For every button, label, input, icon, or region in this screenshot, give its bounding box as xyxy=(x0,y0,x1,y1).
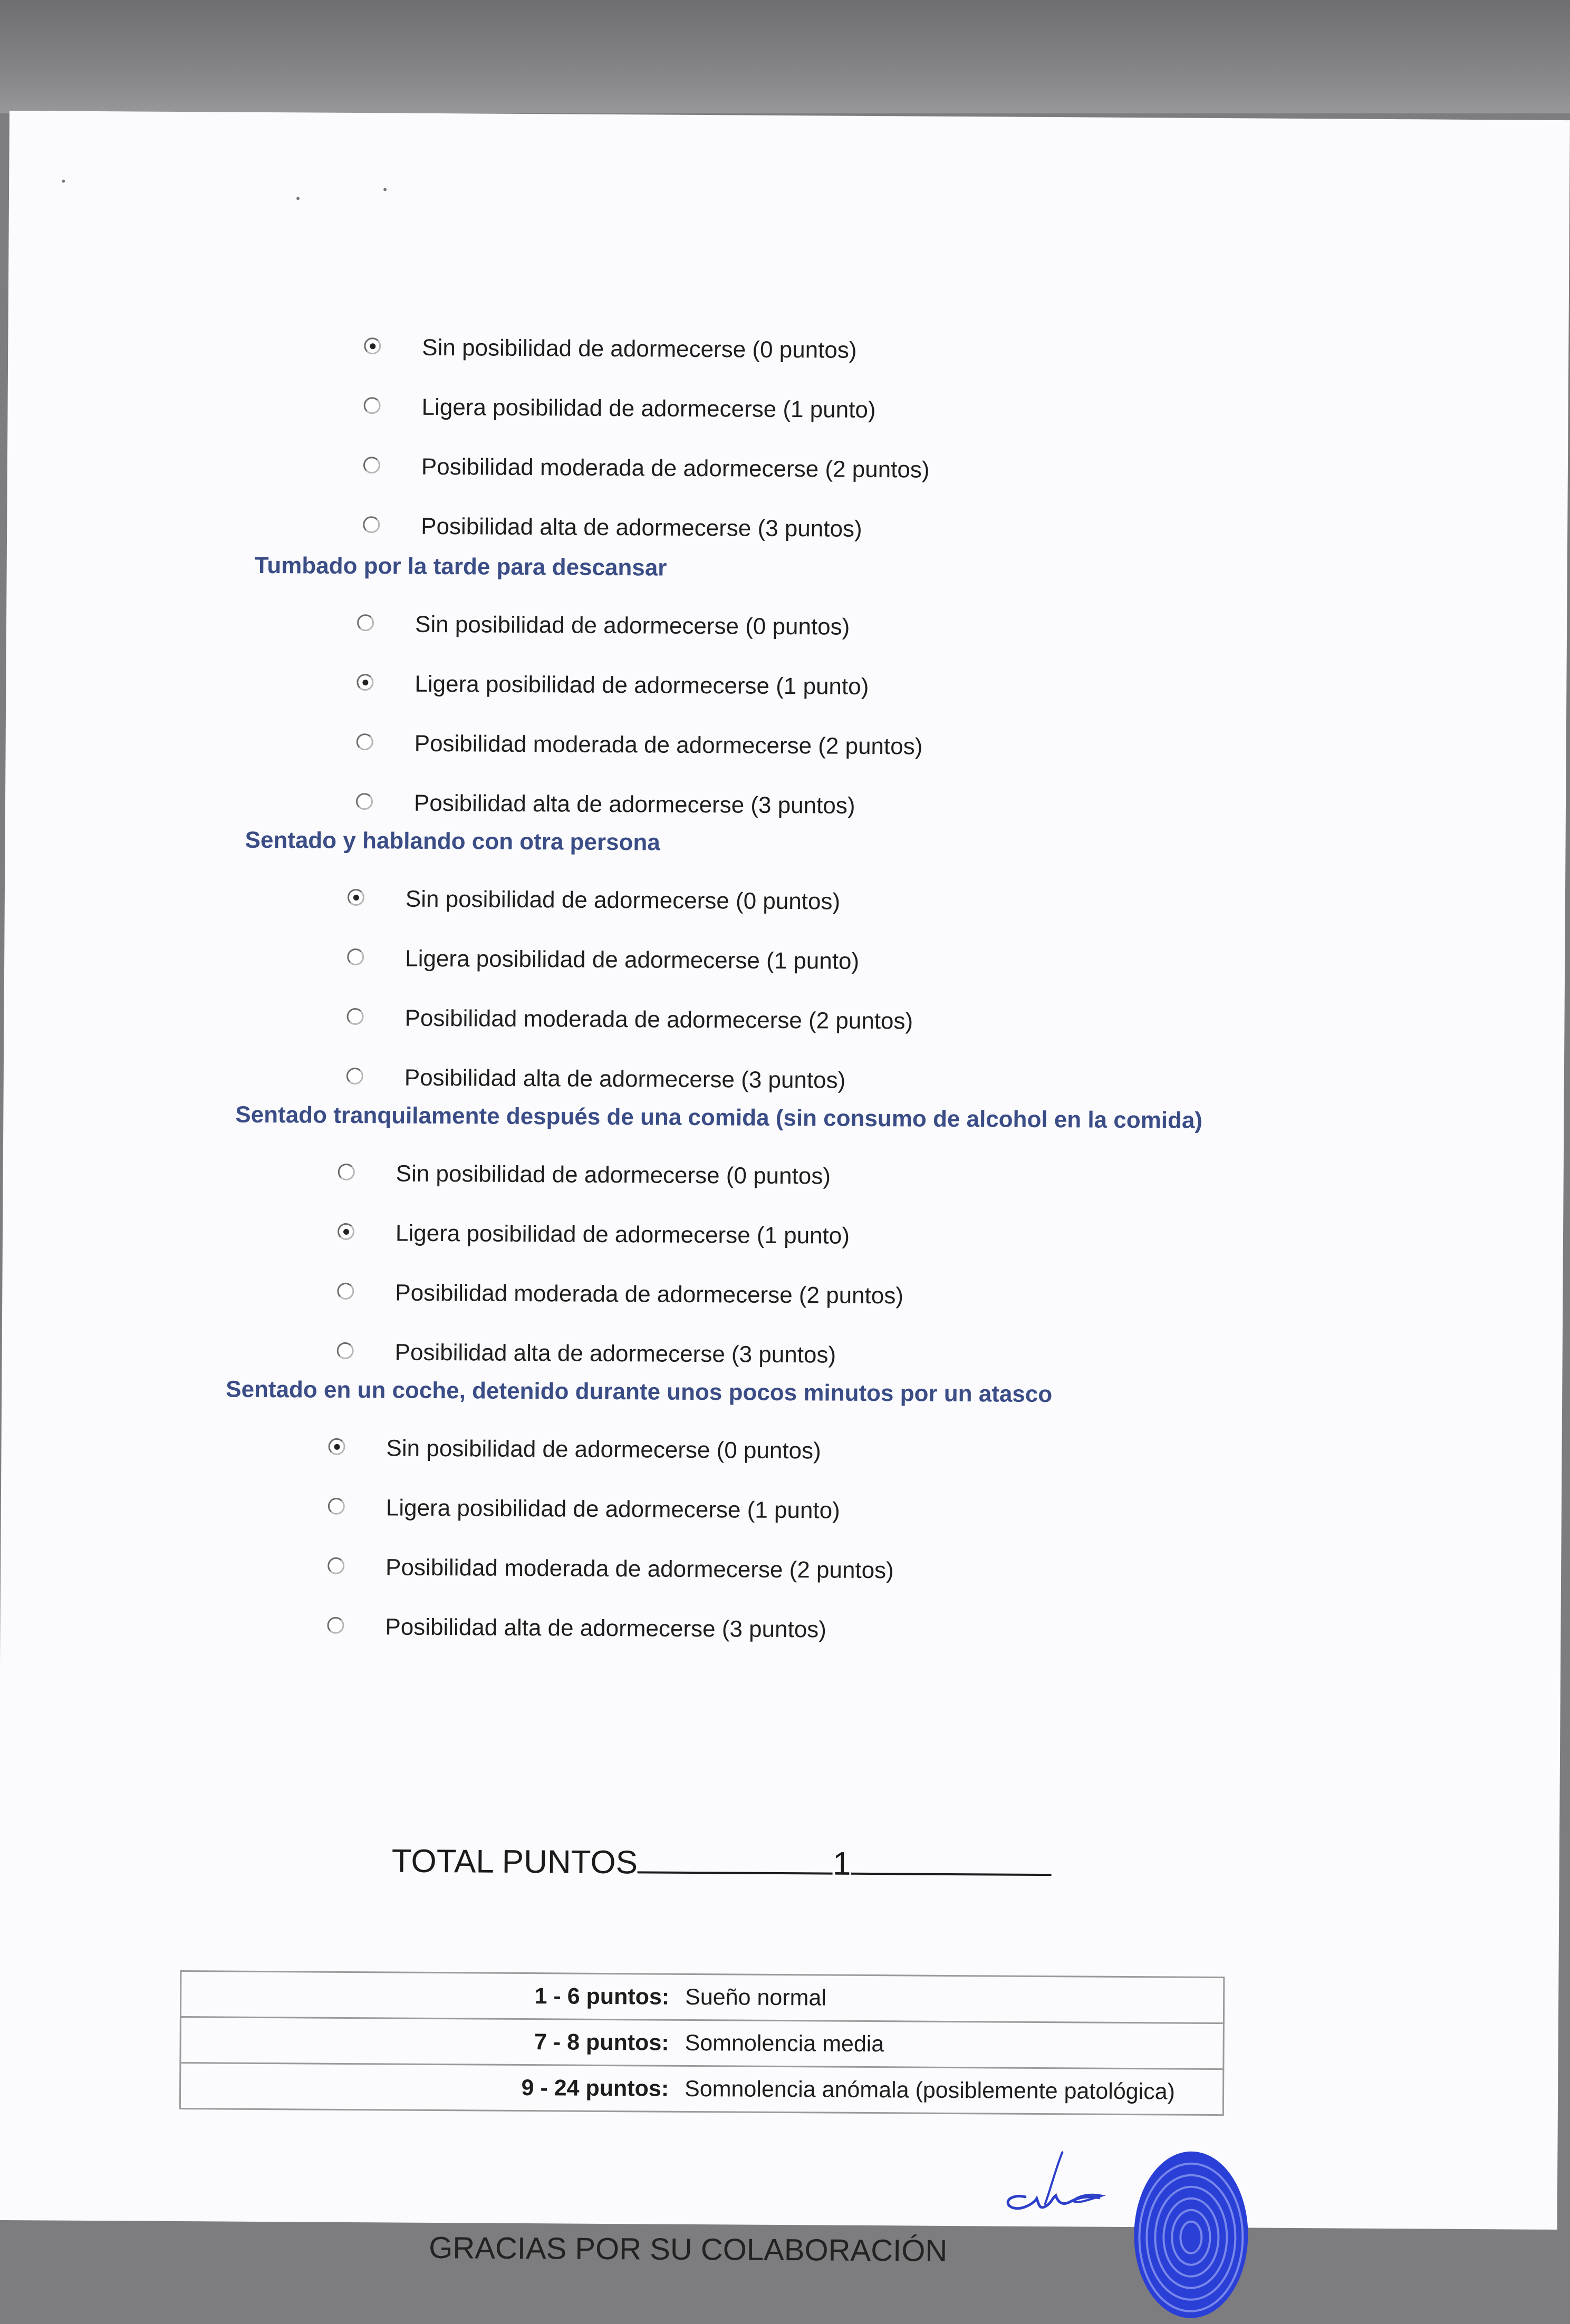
blank-line xyxy=(638,1850,833,1874)
total-points xyxy=(392,1842,1052,1884)
question-title: Tumbado por la tarde para descansar xyxy=(255,553,667,582)
document-page xyxy=(0,111,1570,2230)
option-label: Posibilidad alta de adormecerse (3 puntos) xyxy=(394,1340,836,1369)
option-label: Sin posibilidad de adormecerse (0 puntos) xyxy=(406,886,841,915)
radio-button[interactable] xyxy=(328,1498,345,1515)
option-label: Ligera posibilidad de adormecerse (1 punto) xyxy=(415,671,869,700)
table-row xyxy=(181,2064,1222,2114)
radio-button[interactable] xyxy=(327,1617,344,1634)
score-range: 9 - 24 puntos: xyxy=(181,2073,685,2102)
question-block-5 xyxy=(0,111,1570,2230)
total-label: TOTAL PUNTOS xyxy=(392,1843,638,1881)
option-label: Ligera posibilidad de adormecerse (1 punto) xyxy=(396,1221,850,1250)
option-label: Sin posibilidad de adormecerse (0 puntos) xyxy=(386,1435,821,1464)
option-label: Posibilidad alta de adormecerse (3 puntos) xyxy=(404,1065,846,1094)
option-label: Posibilidad alta de adormecerse (3 puntos) xyxy=(421,514,862,543)
option-label: Posibilidad alta de adormecerse (3 puntos) xyxy=(385,1614,826,1643)
score-description: Somnolencia media xyxy=(685,2030,884,2057)
option-label: Sin posibilidad de adormecerse (0 puntos) xyxy=(422,335,857,364)
option-label: Posibilidad moderada de adormecerse (2 puntos) xyxy=(386,1554,894,1584)
question-title: Sentado tranquilamente después de una comida (sin consumo de alcohol en la comida) xyxy=(235,1102,1202,1134)
option-label: Ligera posibilidad de adormecerse (1 punto) xyxy=(386,1495,840,1524)
option-label: Posibilidad moderada de adormecerse (2 puntos) xyxy=(415,731,923,760)
fingerprint-stamp xyxy=(1130,2147,1252,2322)
scan-border-top xyxy=(0,0,1570,113)
option-label: Posibilidad alta de adormecerse (3 puntos) xyxy=(414,790,855,819)
score-table xyxy=(179,1970,1225,2116)
blank-line xyxy=(851,1852,1051,1876)
handwritten-signature xyxy=(993,2146,1120,2236)
radio-button[interactable] xyxy=(328,1557,344,1574)
table-row xyxy=(181,2018,1222,2070)
option-label: Sin posibilidad de adormecerse (0 puntos) xyxy=(415,612,850,641)
score-range: 7 - 8 puntos: xyxy=(181,2027,685,2056)
score-range: 1 - 6 puntos: xyxy=(181,1981,685,2010)
option-label: Ligera posibilidad de adormecerse (1 punto) xyxy=(421,394,875,423)
option-label: Posibilidad moderada de adormecerse (2 puntos) xyxy=(395,1280,903,1310)
thanks-message: GRACIAS POR SU COLABORACIÓN xyxy=(429,2230,947,2269)
radio-button[interactable] xyxy=(328,1438,345,1455)
question-title: Sentado en un coche, detenido durante unos pocos minutos por un atasco xyxy=(226,1377,1052,1408)
total-value: 1 xyxy=(833,1846,851,1882)
question-title: Sentado y hablando con otra persona xyxy=(245,827,660,856)
table-row xyxy=(181,1972,1223,2024)
option-label: Sin posibilidad de adormecerse (0 puntos) xyxy=(396,1161,831,1190)
option-label: Ligera posibilidad de adormecerse (1 punto) xyxy=(405,946,859,975)
score-description: Somnolencia anómala (posiblemente patológica) xyxy=(685,2076,1175,2105)
option-label: Posibilidad moderada de adormecerse (2 puntos) xyxy=(421,454,930,483)
option-label: Posibilidad moderada de adormecerse (2 puntos) xyxy=(404,1005,913,1035)
score-description: Sueño normal xyxy=(685,1984,826,2011)
